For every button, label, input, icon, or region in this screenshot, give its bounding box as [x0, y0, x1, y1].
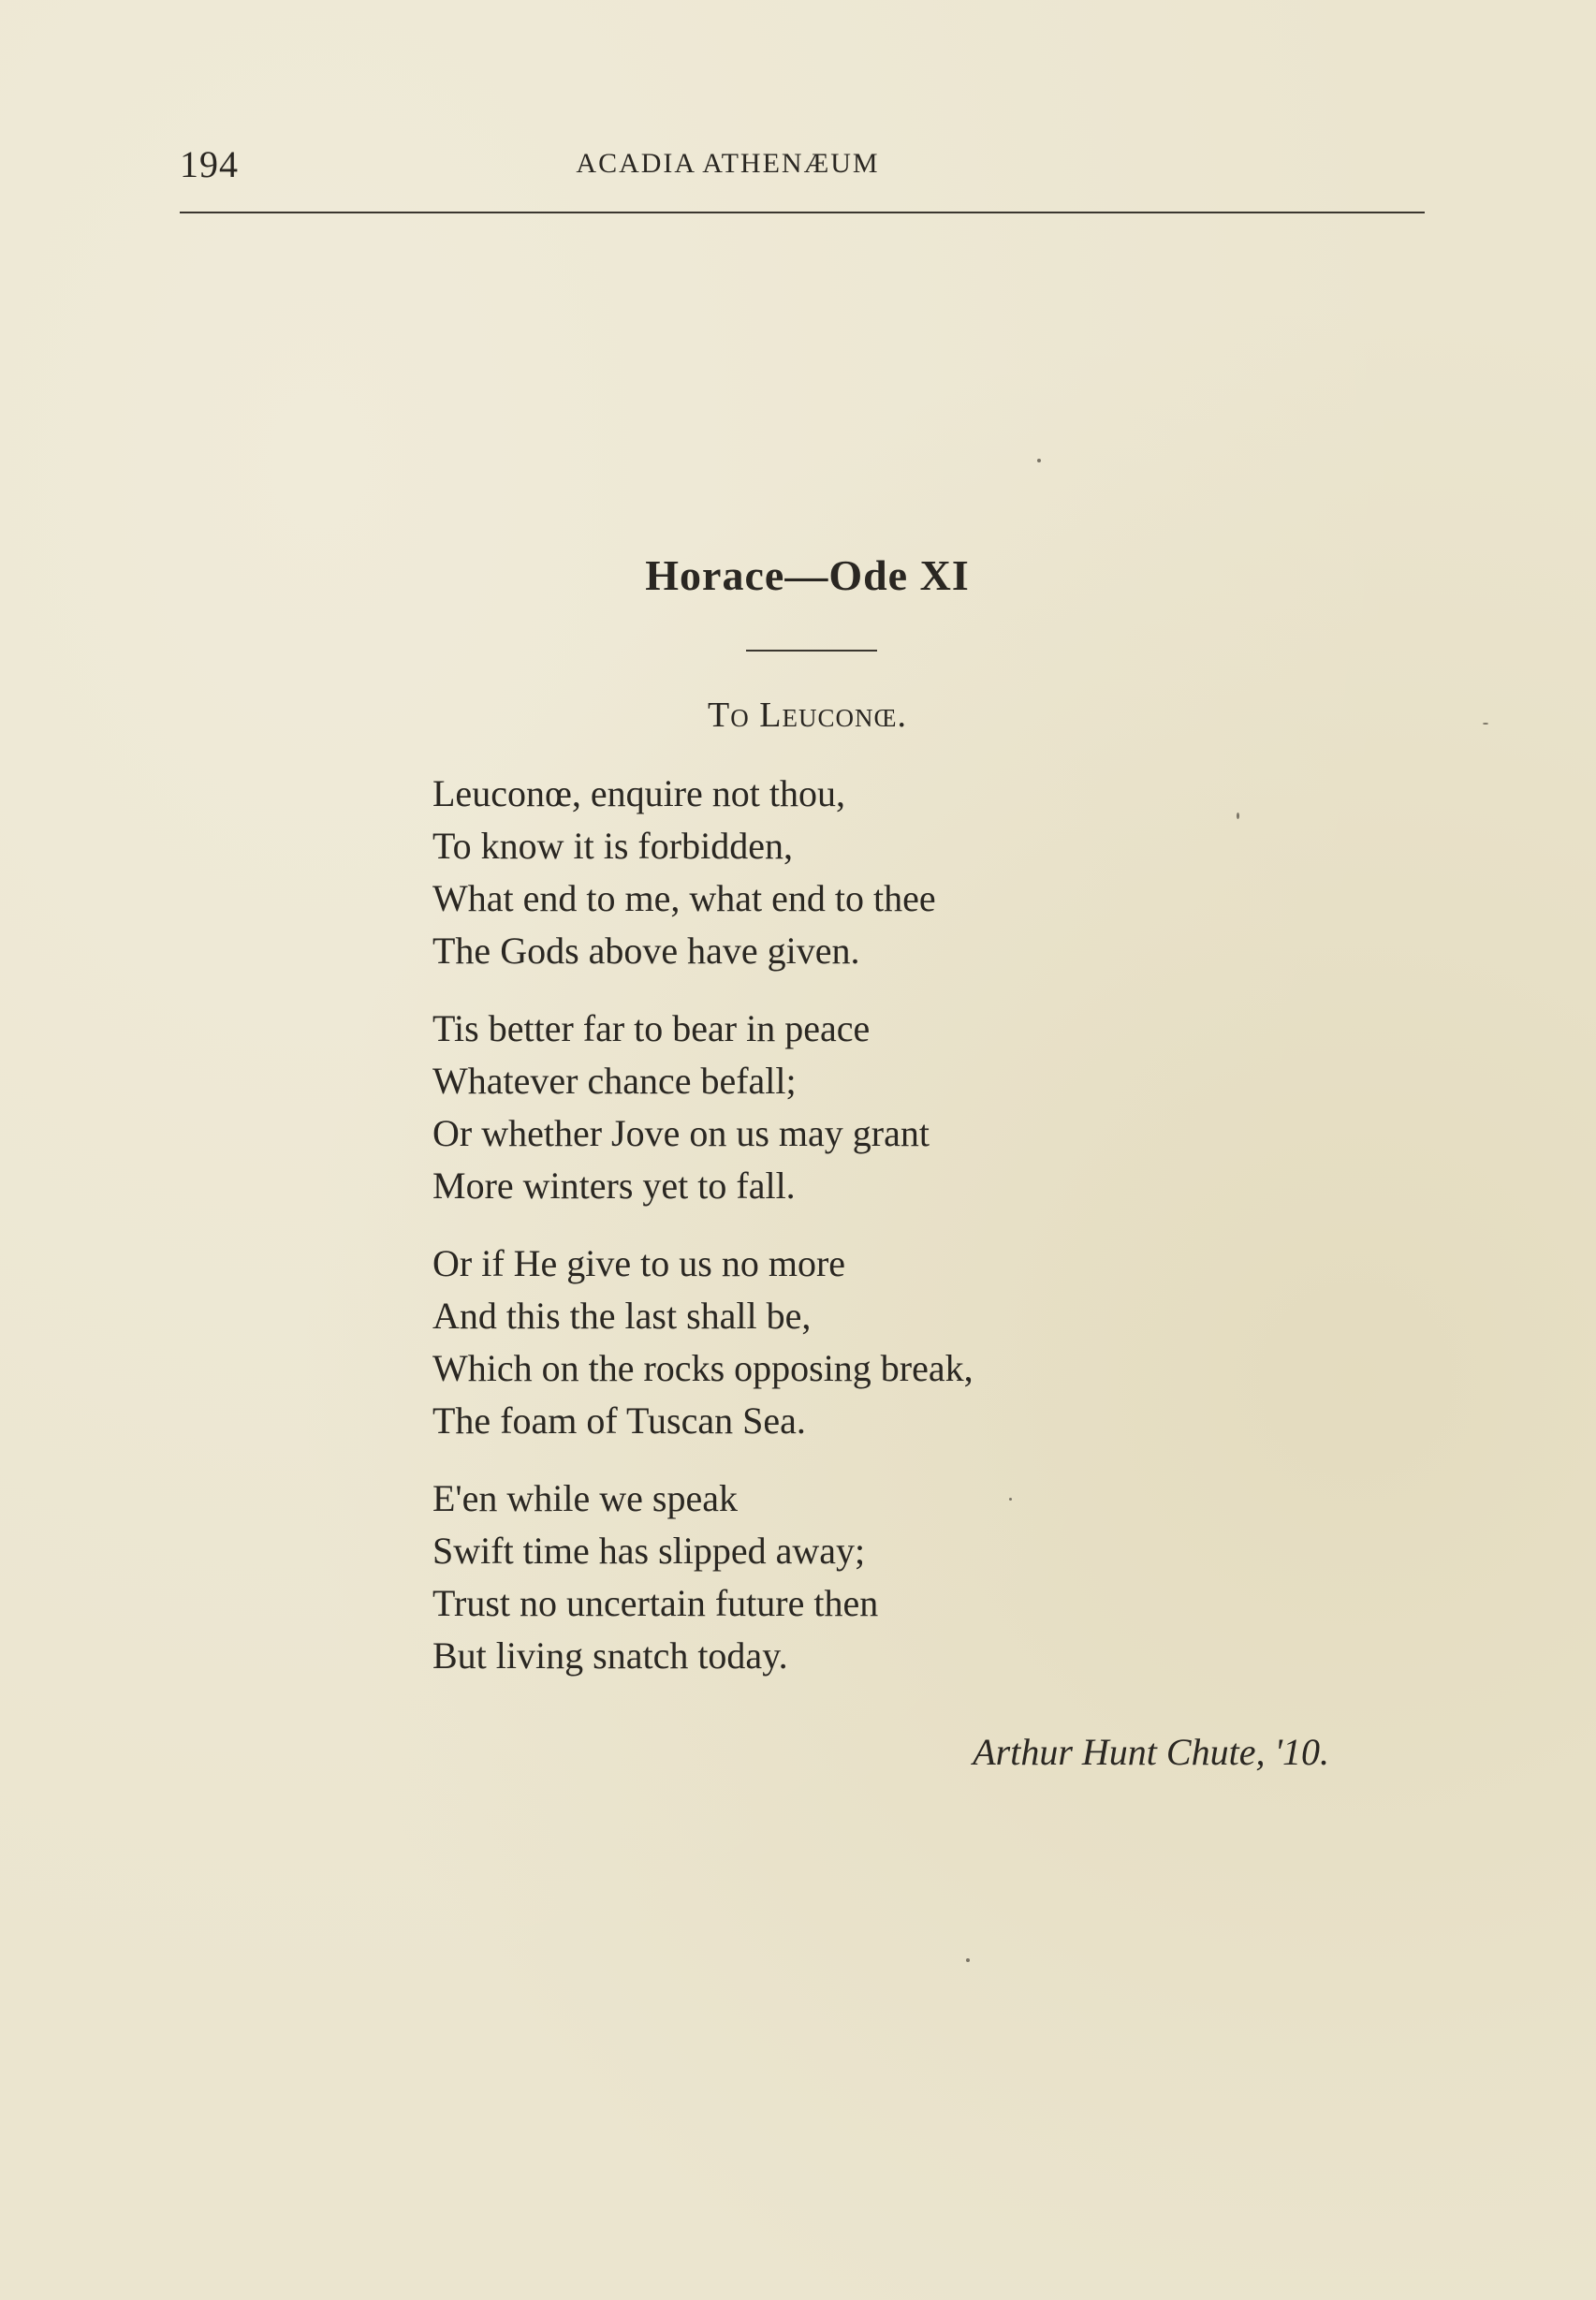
poem-line: What end to me, what end to thee: [432, 877, 936, 919]
poem-title-text: Horace—Ode XI: [645, 551, 970, 599]
poem-line: But living snatch today.: [432, 1634, 788, 1677]
poem-line: Whatever chance befall;: [432, 1060, 797, 1102]
running-head: [0, 148, 1596, 180]
poem-line: The Gods above have given.: [432, 930, 860, 972]
poem-dedication: [0, 695, 1596, 736]
title-rule: [746, 650, 877, 652]
poem-line: E'en while we speak: [432, 1477, 738, 1519]
paper-speck: [966, 1958, 970, 1962]
poem-line: Which on the rocks opposing break,: [432, 1347, 974, 1389]
poem-signature: Arthur Hunt Chute, '10.: [973, 1731, 1329, 1773]
poem-line: Swift time has slipped away;: [432, 1530, 866, 1572]
stanza-3: [432, 1238, 1275, 1447]
stanza-2: [432, 1003, 1275, 1212]
paper-speck: [1237, 813, 1239, 819]
stanza-4: [432, 1472, 1275, 1682]
paper-speck: [1009, 1498, 1012, 1501]
poem-line: Trust no uncertain future then: [432, 1582, 879, 1624]
poem-line: Or whether Jove on us may grant: [432, 1112, 930, 1154]
header-rule: [180, 212, 1425, 213]
poem-body: [432, 768, 1275, 1707]
stanza-1: [432, 768, 1275, 977]
poem-line: Or if He give to us no more: [432, 1242, 846, 1284]
poem-line: To know it is forbidden,: [432, 825, 793, 867]
poem-dedication-text: To Leuconœ.: [708, 696, 907, 735]
poem-line: Leuconœ, enquire not thou,: [432, 772, 845, 814]
running-head-text: ACADIA ATHENÆUM: [576, 148, 880, 179]
poem-line: Tis better far to bear in peace: [432, 1007, 871, 1049]
poem-line: And this the last shall be,: [432, 1295, 812, 1337]
paper-speck: [1483, 723, 1488, 725]
poem-title: [0, 550, 1596, 600]
poem-line: The foam of Tuscan Sea.: [432, 1399, 806, 1442]
paper-speck: [1037, 459, 1041, 462]
page-number: 194: [180, 143, 239, 185]
poem-line: More winters yet to fall.: [432, 1165, 796, 1207]
